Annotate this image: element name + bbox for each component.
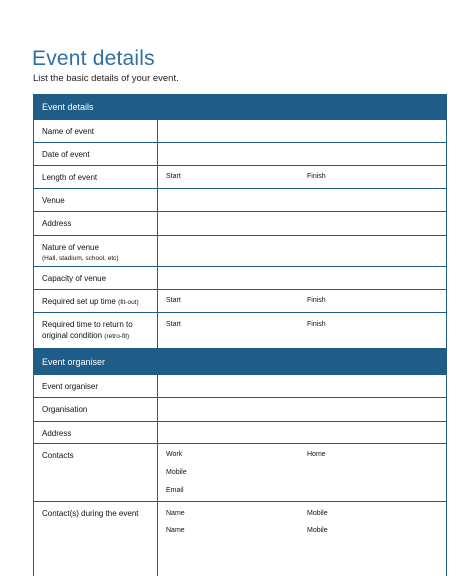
page-subtitle: List the basic details of your event. <box>33 73 179 84</box>
section-header-label: Event details <box>42 102 94 112</box>
return-start-label: Start <box>166 321 181 328</box>
return-finish-label: Finish <box>307 321 326 328</box>
row-length-of-event <box>34 166 446 189</box>
label-date-of-event: Date of event <box>34 143 158 165</box>
row-venue <box>34 189 446 212</box>
during-name-label-1: Name <box>166 510 185 517</box>
length-start-label: Start <box>166 173 181 180</box>
nature-label: Nature of venue <box>42 243 99 252</box>
contacts-work-label: Work <box>166 451 183 458</box>
label-nature-of-venue <box>34 236 158 266</box>
setup-start-label: Start <box>166 297 181 304</box>
row-event-organiser <box>34 375 446 398</box>
label-name-of-event: Name of event <box>34 120 158 142</box>
return-label-line1: Required time to return to <box>42 320 133 329</box>
label-contacts: Contacts <box>34 444 158 501</box>
row-setup-time <box>34 290 446 313</box>
during-mobile-label-2: Mobile <box>307 527 328 534</box>
contacts-mobile-label: Mobile <box>166 469 187 476</box>
row-name-of-event <box>34 120 446 143</box>
section-header-label: Event organiser <box>42 357 106 367</box>
label-capacity: Capacity of venue <box>34 267 158 289</box>
return-hint: (retro-fit) <box>104 333 130 340</box>
label-organiser-address: Address <box>34 422 158 443</box>
return-label-line2: original condition <box>42 331 103 340</box>
setup-label: Required set up time <box>42 297 116 306</box>
label-venue: Venue <box>34 189 158 211</box>
length-finish-label: Finish <box>307 173 326 180</box>
page-title: Event details <box>32 47 155 70</box>
label-return-time <box>34 313 158 348</box>
row-date-of-event <box>34 143 446 166</box>
row-capacity <box>34 267 446 290</box>
setup-hint: (fit-out) <box>118 299 139 306</box>
row-contacts <box>34 444 446 502</box>
section-header-event-details <box>34 94 446 120</box>
label-address: Address <box>34 212 158 235</box>
label-setup-time <box>34 290 158 312</box>
row-organisation <box>34 398 446 422</box>
label-event-organiser: Event organiser <box>34 375 158 397</box>
setup-finish-label: Finish <box>307 297 326 304</box>
row-nature-of-venue <box>34 236 446 267</box>
row-return-time <box>34 313 446 349</box>
section-header-event-organiser <box>34 349 446 375</box>
during-name-label-2: Name <box>166 527 185 534</box>
contacts-home-label: Home <box>307 451 326 458</box>
row-address <box>34 212 446 236</box>
contacts-email-label: Email <box>166 487 184 494</box>
nature-hint: (Hall, stadium, school, etc) <box>42 255 119 262</box>
label-contact-during-event: Contact(s) during the event <box>34 502 158 576</box>
label-length-of-event: Length of event <box>34 166 158 188</box>
event-form <box>33 94 447 576</box>
during-mobile-label-1: Mobile <box>307 510 328 517</box>
label-organisation: Organisation <box>34 398 158 421</box>
row-contact-during-event <box>34 502 446 576</box>
row-organiser-address <box>34 422 446 444</box>
